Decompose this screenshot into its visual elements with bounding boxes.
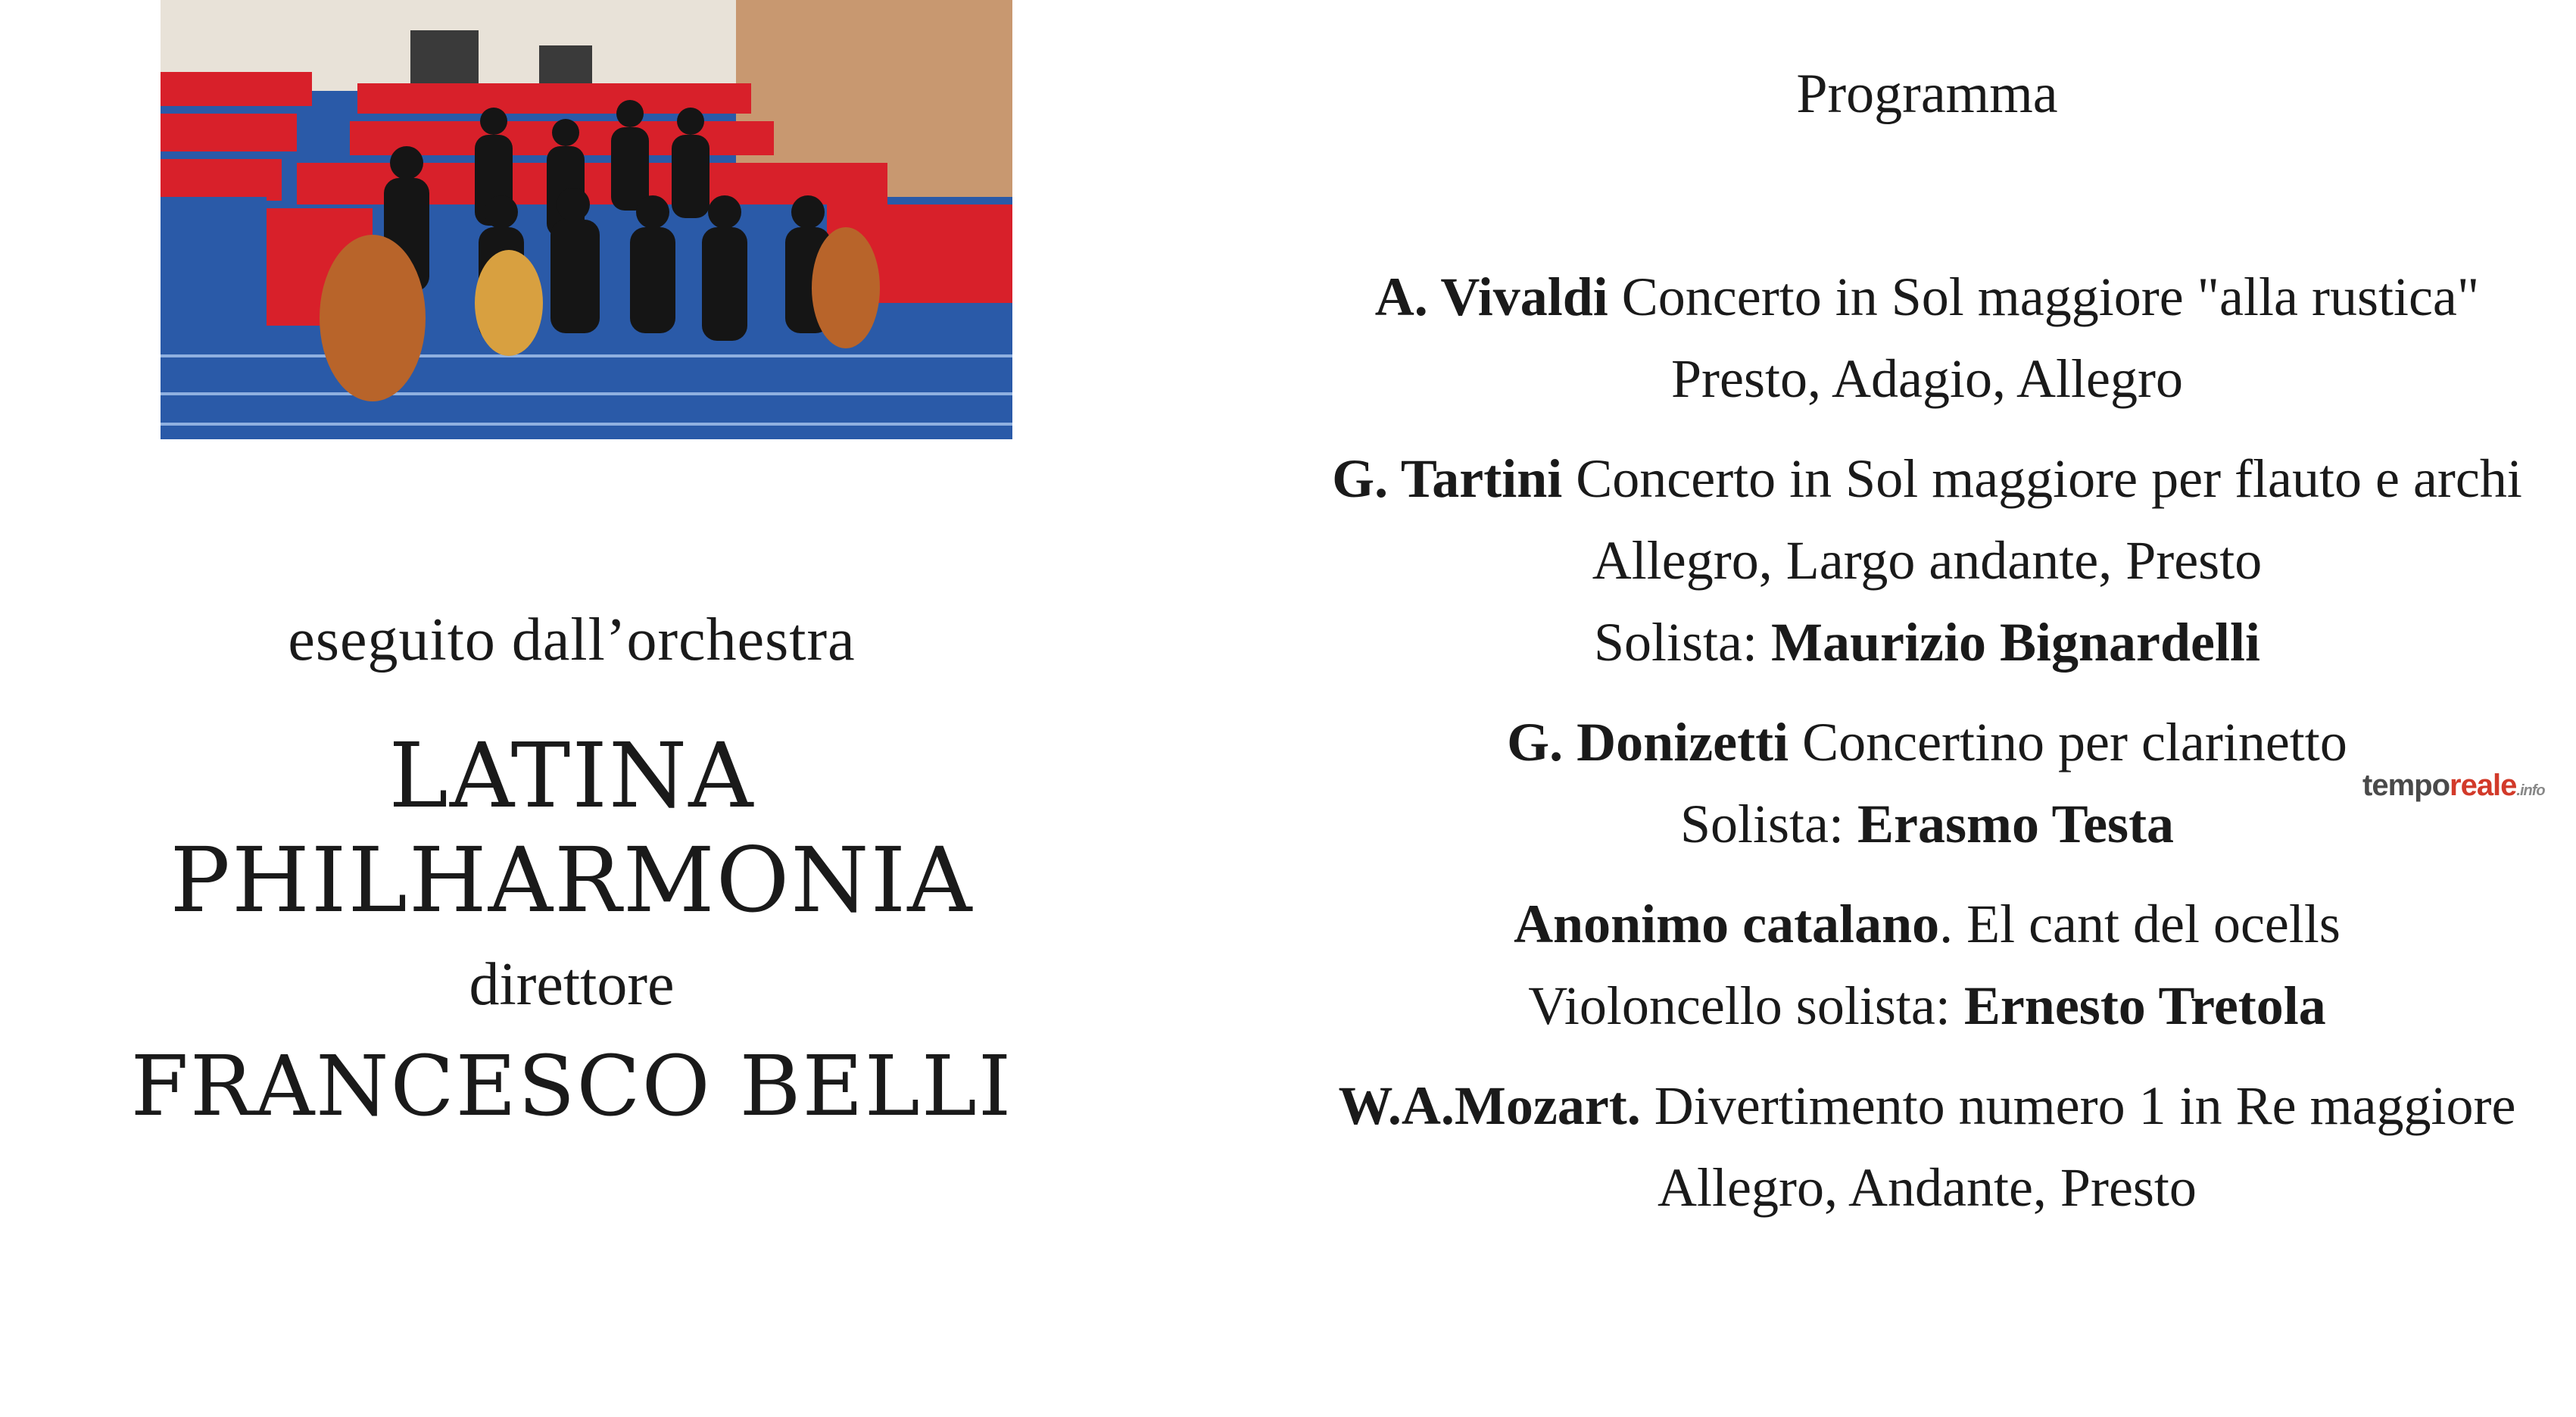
soloist-name: Erasmo Testa [1857, 794, 2175, 854]
piece-movements: Presto, Adagio, Allegro [1671, 348, 2183, 409]
performed-by-text: eseguito dall’orchestra [288, 607, 856, 673]
conductor-name: FRANCESCO BELLI [130, 1038, 1013, 1135]
piece-heading [1280, 1065, 2574, 1147]
piece-movements: Allegro, Largo andante, Presto [1592, 530, 2263, 591]
work-title: Concertino per clarinetto [1789, 712, 2347, 772]
work-title: Divertimento numero 1 in Re maggiore [1640, 1075, 2516, 1136]
composer-name: A. Vivaldi [1374, 267, 1608, 327]
composer-name: Anonimo catalano [1514, 894, 1940, 954]
watermark-tld: .info [2516, 782, 2545, 799]
piece-heading [1280, 883, 2574, 965]
composer-name: G. Donizetti [1507, 712, 1789, 772]
soloist-label: Solista: [1593, 612, 1772, 673]
soloist-label: Solista: [1679, 794, 1857, 854]
work-title: Concerto in Sol maggiore per flauto e archi [1562, 448, 2522, 509]
programme-title: Programma [1796, 63, 2058, 125]
orchestra-name: LATINA PHILHARMONIA [170, 723, 974, 932]
programme [1280, 53, 2574, 1247]
composer-name: W.A.Mozart. [1338, 1075, 1641, 1136]
temporeale-watermark-logo [2362, 769, 2545, 803]
piece-movements: Allegro, Andante, Presto [1658, 1157, 2197, 1218]
work-title: Concerto in Sol maggiore "alla rustica" [1608, 267, 2480, 327]
programme-piece [1280, 1065, 2574, 1228]
programme-piece [1280, 883, 2574, 1047]
piece-heading [1280, 438, 2574, 520]
conductor-label: direttore [469, 951, 675, 1018]
work-title: . El cant del ocells [1939, 894, 2341, 954]
soloist-label: Violoncello solista: [1528, 975, 1964, 1036]
orchestra-photo-illustration [161, 0, 1012, 439]
composer-name: G. Tartini [1332, 448, 1563, 509]
watermark-main: tempo [2362, 769, 2450, 802]
watermark-accent: reale [2450, 769, 2517, 802]
piece-heading [1280, 256, 2574, 338]
soloist-name: Maurizio Bignardelli [1771, 612, 2260, 673]
programme-piece [1280, 438, 2574, 683]
orchestra-photo [161, 0, 1012, 439]
piece-soloist [1280, 965, 2574, 1047]
programme-piece [1280, 256, 2574, 420]
piece-soloist [1280, 601, 2574, 683]
soloist-name: Ernesto Tretola [1963, 975, 2326, 1036]
